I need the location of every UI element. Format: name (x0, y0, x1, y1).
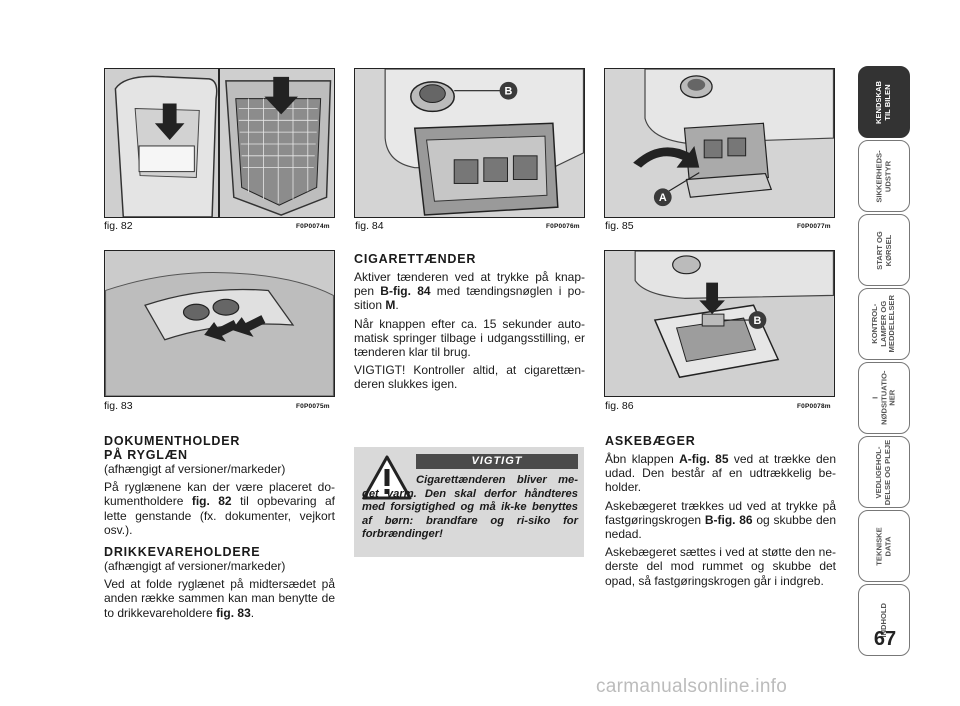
column-ashtray (605, 434, 836, 592)
figure-82-code: F0P0074m (296, 223, 330, 230)
paragraph-lighter-important: VIGTIGT! Kontroller altid, at cigarettæn-deren slukkes igen. (354, 363, 585, 392)
tab-sikkerhedsudstyr[interactable]: SIKKERHEDS- UDSTYR (858, 140, 910, 212)
figure-86-code: F0P0078m (797, 403, 831, 410)
tab-tekniske-data[interactable]: TEKNISKE DATA (858, 510, 910, 582)
tab-indhold[interactable]: INDHOLD (858, 584, 910, 656)
cigarette-lighter-illustration (355, 69, 584, 217)
paragraph-drink-holders: Ved at folde ryglænet på midtersædet på anden række sammen kan man benytte de to drikkevareholdere fig. 83. (104, 577, 335, 620)
figure-84-cigarette-lighter (354, 68, 585, 218)
heading-drink-holders: DRIKKEVAREHOLDERE (104, 545, 261, 560)
callout-b-label: B (753, 314, 762, 327)
column-document-drink-holders (104, 434, 335, 624)
warning-label: VIGTIGT (416, 454, 578, 469)
figure-83-code: F0P0075m (296, 403, 330, 410)
figure-83-caption: fig. 83 (104, 400, 133, 412)
paragraph-document-holder: På ryglænene kan der være placeret do-kumentholdere fig. 82 til opbevaring af lette genstande (fx. dokumenter, vejkort osv.). (104, 480, 335, 537)
heading-document-holder-line2: PÅ RYGLÆN (104, 448, 188, 462)
figure-86-caption: fig. 86 (605, 400, 634, 412)
figure-82-document-holder (104, 68, 335, 218)
column-cigarette-lighter (354, 252, 585, 396)
cup-holder-illustration (105, 251, 334, 396)
paragraph-ashtray-remove: Askebægeret trækkes ud ved at trykke på fastgøringskrogen B-fig. 86 og skubbe den nedad. (605, 498, 836, 542)
figure-84-caption: fig. 84 (355, 220, 384, 232)
figure-82-caption: fig. 82 (104, 220, 133, 232)
ashtray-flap-illustration (605, 69, 834, 217)
heading-cigarette-lighter: CIGARETTÆNDER (354, 252, 477, 266)
version-note: (afhængigt af versioner/markeder) (104, 462, 286, 476)
figure-85-code: F0P0077m (797, 223, 831, 230)
callout-b-label: B (504, 85, 513, 98)
heading-document-holder: DOKUMENTHOLDER (104, 434, 241, 448)
warning-box (354, 447, 584, 557)
tab-kendskab-til-bilen[interactable]: KENDSKAB TIL BILEN (858, 66, 910, 138)
figure-85-ashtray-open (604, 68, 835, 218)
page-number: 67 (873, 628, 897, 650)
paragraph-lighter-activate: Aktiver tænderen ved at trykke på knap-pen B-fig. 84 med tændingsnøglen i po-sition M. (354, 270, 585, 313)
warning-text: Cigarettænderen bliver me-get varm. Den skal derfor håndteres med forsigtighed og må ik-ke benyttes af børn: brandfare og ri-siko for forbrændinger! (362, 474, 578, 540)
tab-kontrollamper[interactable]: KONTROL- LAMPER OG MEDDELELSER (858, 288, 910, 360)
callout-a-label: A (658, 192, 667, 205)
seat-back-illustration (105, 69, 334, 217)
figure-85-caption: fig. 85 (605, 220, 634, 232)
paragraph-lighter-ready: Når knappen efter ca. 15 sekunder auto-matisk springer tilbage i udgangsstilling, er tænderen klar til brug. (354, 316, 585, 360)
paragraph-ashtray-open: Åbn klappen A-fig. 85 ved at trække den udad. Den består af en udtrækkelig be-holder. (605, 452, 837, 495)
figure-84-code: F0P0076m (546, 223, 580, 230)
figure-83-cup-holders (104, 250, 335, 397)
tab-nodsituationer[interactable]: I NØDSITUATIO- NER (858, 362, 910, 434)
ashtray-removal-illustration (605, 251, 834, 396)
watermark: carmanualsonline.info (596, 676, 788, 697)
heading-ashtray: ASKEBÆGER (605, 434, 696, 448)
figure-86-ashtray-removal (604, 250, 835, 397)
tab-vedligeholdelse[interactable]: VEDLIGEHOL- DELSE OG PLEJE (858, 436, 910, 508)
tab-start-og-korsel[interactable]: START OG KØRSEL (858, 214, 910, 286)
version-note: (afhængigt af versioner/markeder) (104, 559, 286, 574)
paragraph-ashtray-insert: Askebægeret sættes i ved at støtte den ne-derste del mod rummet og skubbe det opad, så fastgøringskrogen går i indgreb. (605, 545, 836, 588)
